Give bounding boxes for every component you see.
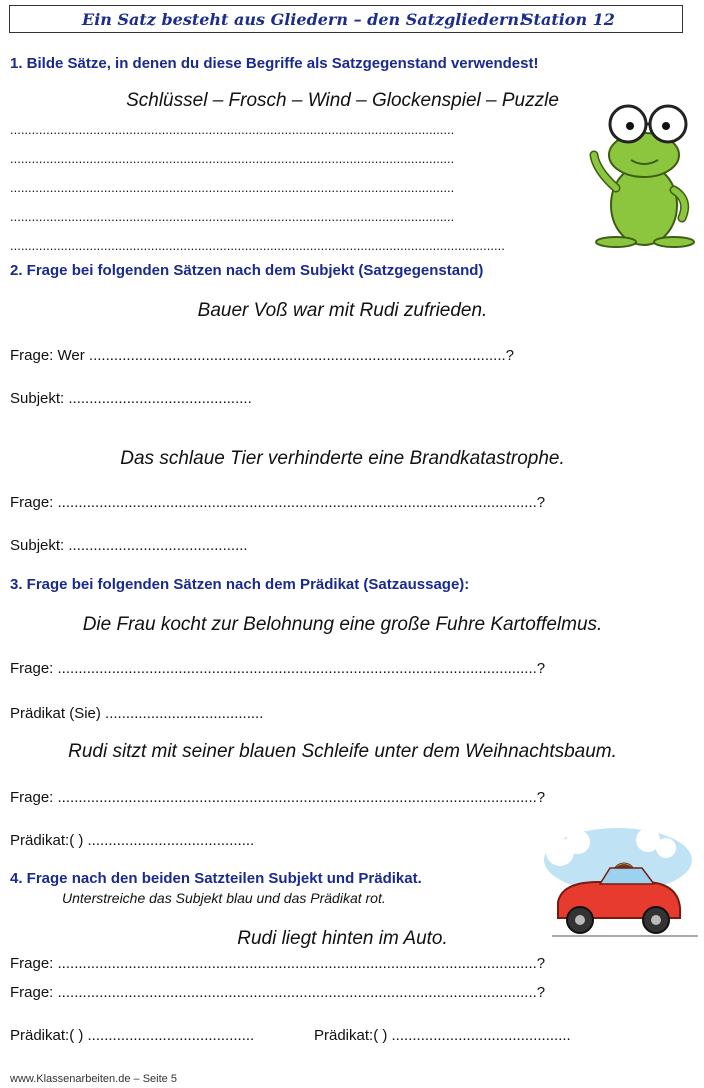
task2-subject-1[interactable]: Subjekt: ............................................ [10, 390, 252, 407]
worksheet-title: Ein Satz besteht aus Gliedern – den Satzgliedern! [82, 10, 527, 29]
task3-predicate-1[interactable]: Prädikat (Sie) ...................................... [10, 705, 264, 722]
task3-question-2[interactable]: Frage: ...................................................................................................................? [10, 789, 546, 806]
answer-line-4[interactable]: ........................................................................................................................... [10, 209, 455, 224]
car-illustration [538, 822, 698, 940]
answer-line-5[interactable]: ......................................................................................................................................... [10, 238, 505, 253]
task4-sentence: Rudi liegt hinten im Auto. [237, 928, 448, 949]
page-footer: www.Klassenarbeiten.de – Seite 5 [10, 1073, 177, 1085]
task2-sentence-1: Bauer Voß war mit Rudi zufrieden. [197, 300, 488, 321]
task3-sentence-1: Die Frau kocht zur Belohnung eine große Fuhre Kartoffelmus. [82, 614, 603, 635]
task1-words: Schlüssel – Frosch – Wind – Glockenspiel – Puzzle [126, 90, 559, 111]
answer-line-1[interactable]: ........................................................................................................................... [10, 122, 455, 137]
task4-heading: 4. Frage nach den beiden Satzteilen Subjekt und Prädikat. [10, 870, 422, 887]
worksheet-header [9, 5, 683, 33]
task3-predicate-2[interactable]: Prädikat:( ) ........................................ [10, 832, 255, 849]
task2-sentence-2: Das schlaue Tier verhinderte eine Brandkatastrophe. [120, 448, 565, 469]
task4-instruction: Unterstreiche das Subjekt blau und das Prädikat rot. [62, 890, 386, 906]
task2-question-2[interactable]: Frage: ...................................................................................................................? [10, 494, 546, 511]
task1-heading: 1. Bilde Sätze, in denen du diese Begriffe als Satzgegenstand verwendest! [10, 55, 539, 72]
station-label: Station 12 [522, 10, 615, 29]
task2-subject-2[interactable]: Subjekt: ........................................... [10, 537, 248, 554]
frog-illustration [586, 100, 698, 250]
task3-question-1[interactable]: Frage: ...................................................................................................................? [10, 660, 546, 677]
answer-line-2[interactable]: ........................................................................................................................... [10, 151, 455, 166]
task4-question-2[interactable]: Frage: ...................................................................................................................? [10, 984, 546, 1001]
task2-heading: 2. Frage bei folgenden Sätzen nach dem Subjekt (Satzgegenstand) [10, 262, 484, 279]
task2-question-1[interactable]: Frage: Wer ....................................................................................................? [10, 347, 515, 364]
task4-question-1[interactable]: Frage: ...................................................................................................................? [10, 955, 546, 972]
task4-predicate-b[interactable]: Prädikat:( ) ........................................... [314, 1027, 571, 1044]
answer-line-3[interactable]: ........................................................................................................................... [10, 180, 455, 195]
task3-heading: 3. Frage bei folgenden Sätzen nach dem Prädikat (Satzaussage): [10, 576, 470, 593]
task3-sentence-2: Rudi sitzt mit seiner blauen Schleife unter dem Weihnachtsbaum. [68, 741, 617, 762]
task4-predicate-a[interactable]: Prädikat:( ) ........................................ [10, 1027, 255, 1044]
